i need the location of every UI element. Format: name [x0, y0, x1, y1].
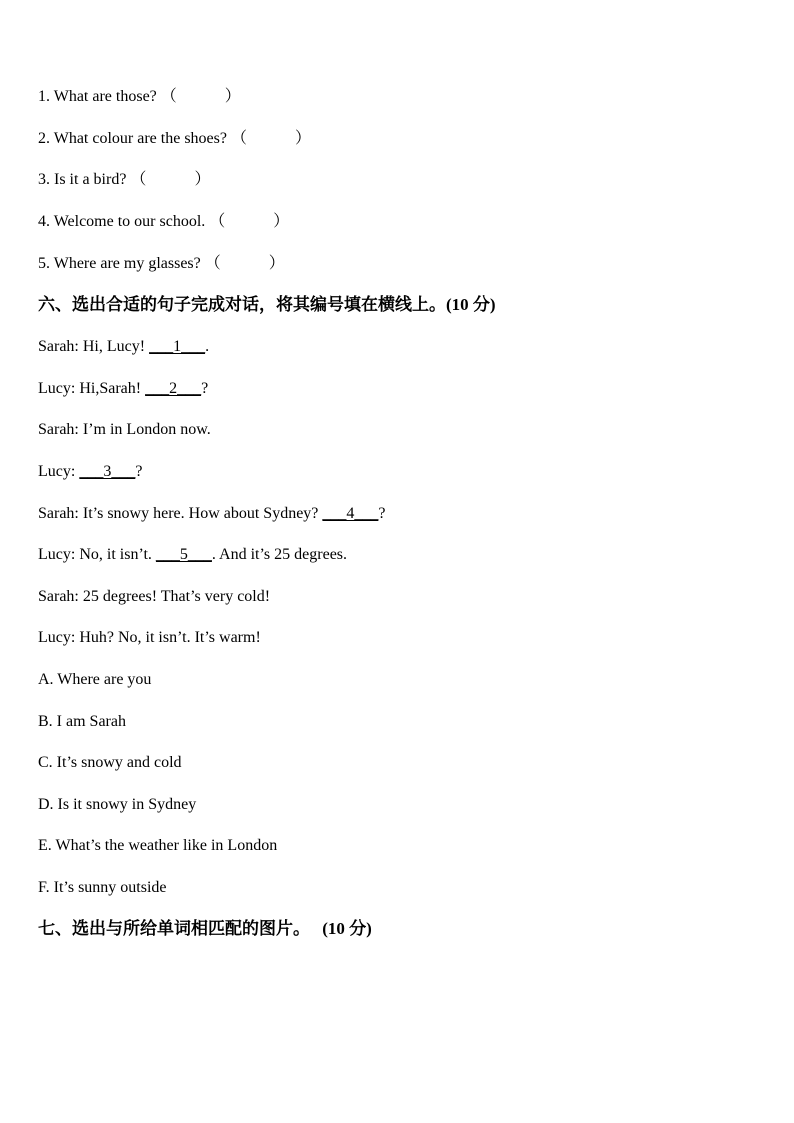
answer-paren-close: ） [294, 130, 311, 147]
answer-blank-1[interactable]: ___1___ [149, 338, 206, 355]
dialogue-line-7 [38, 587, 270, 607]
section-7-heading [38, 919, 372, 939]
option-b: B. I am Sarah [38, 713, 126, 730]
option-a: A. Where are you [38, 671, 152, 688]
answer-paren-open: （ [209, 213, 226, 230]
dialogue-text: Sarah: 25 degrees! That’s very cold! [38, 588, 271, 605]
question-text: 4. Welcome to our school. [38, 213, 206, 230]
dialogue-text: Lucy: Huh? No, it isn’t. It’s warm! [38, 629, 261, 646]
answer-blank-3[interactable]: ___3___ [79, 463, 136, 480]
dialogue-text: Lucy: No, it isn’t. [38, 546, 156, 563]
dialogue-text: Lucy: Hi,Sarah! [38, 380, 146, 397]
answer-paren-close: ） [273, 213, 290, 230]
answer-paren-close: ） [224, 88, 241, 105]
option-d: D. Is it snowy in Sydney [38, 796, 197, 813]
dialogue-line-4 [38, 462, 142, 482]
dialogue-text: Sarah: I’m in London now. [38, 421, 211, 438]
answer-paren-close: ） [268, 255, 285, 272]
dialogue-text-after: ? [135, 463, 143, 480]
dialogue-line-6 [38, 545, 347, 565]
question-4 [38, 212, 289, 232]
question-text: 2. What colour are the shoes? [38, 130, 227, 147]
option-f: F. It’s sunny outside [38, 879, 167, 896]
section-7-score: (10 分) [322, 919, 372, 938]
question-text: 3. Is it a bird? [38, 171, 127, 188]
dialogue-text-after: . And it’s 25 degrees. [211, 546, 348, 563]
dialogue-text: Sarah: It’s snowy here. How about Sydney? [38, 505, 323, 522]
option-c: C. It’s snowy and cold [38, 754, 182, 771]
answer-paren-open: （ [130, 171, 147, 188]
dialogue-text-after: ? [378, 505, 386, 522]
dialogue-line-5 [38, 504, 386, 524]
section-6-heading: 六、选出合适的句子完成对话，将其编号填在横线上。(10 分) [38, 295, 496, 314]
answer-paren-open: （ [160, 88, 177, 105]
answer-blank-2[interactable]: ___2___ [145, 380, 202, 397]
question-2 [38, 129, 311, 149]
dialogue-line-3 [38, 420, 211, 440]
answer-paren-close: ） [194, 171, 211, 188]
answer-paren-open: （ [230, 130, 247, 147]
question-3 [38, 170, 210, 190]
dialogue-text: Sarah: Hi, Lucy! [38, 338, 150, 355]
question-text: 1. What are those? [38, 88, 157, 105]
dialogue-line-2 [38, 379, 208, 399]
answer-paren-open: （ [204, 255, 221, 272]
dialogue-text: Lucy: [38, 463, 80, 480]
dialogue-text-after: ? [201, 380, 209, 397]
question-1 [38, 87, 241, 107]
answer-blank-4[interactable]: ___4___ [322, 505, 379, 522]
dialogue-line-1 [38, 337, 209, 357]
question-5 [38, 254, 285, 274]
option-e: E. What’s the weather like in London [38, 837, 278, 854]
section-7-title: 七、选出与所给单词相匹配的图片。 [38, 919, 310, 938]
dialogue-text-after: . [205, 338, 210, 355]
question-text: 5. Where are my glasses? [38, 255, 201, 272]
answer-blank-5[interactable]: ___5___ [155, 546, 212, 563]
dialogue-line-8 [38, 628, 261, 648]
